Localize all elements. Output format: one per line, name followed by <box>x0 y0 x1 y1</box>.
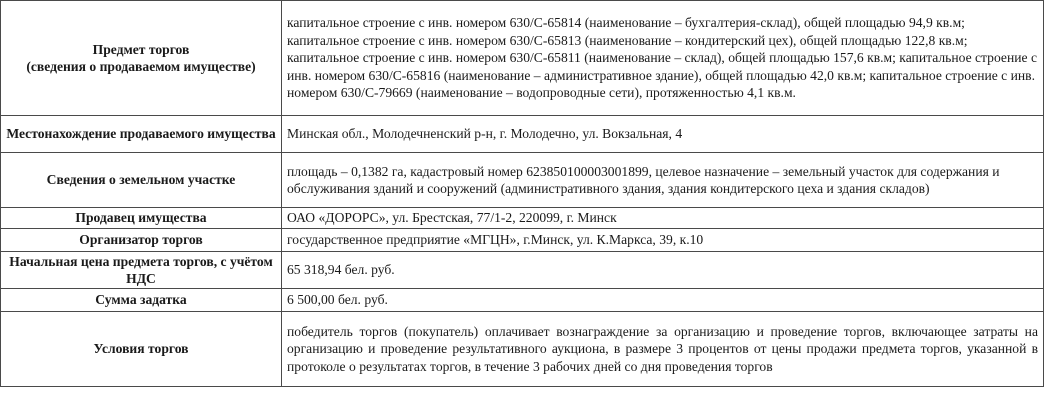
row-label-location: Местонахождение продаваемого имущества <box>1 116 282 153</box>
row-value-deposit: 6 500,00 бел. руб. <box>282 289 1044 312</box>
row-value-starting-price: 65 318,94 бел. руб. <box>282 252 1044 289</box>
row-label-seller: Продавец имущества <box>1 208 282 229</box>
row-label-terms: Условия торгов <box>1 312 282 387</box>
table-row <box>1 312 1044 387</box>
row-label-land-plot: Сведения о земельном участке <box>1 153 282 208</box>
row-label-subject: Предмет торгов (сведения о продаваемом имуществе) <box>1 1 282 116</box>
row-value-land-plot: площадь – 0,1382 га, кадастровый номер 623850100003001899, целевое назначение – земельный участок для содержания и обслуживания зданий и сооружений (административного здания, здания кондитерского цеха и здания складов) <box>282 153 1044 208</box>
row-label-deposit: Сумма задатка <box>1 289 282 312</box>
row-value-organizer: государственное предприятие «МГЦН», г.Минск, ул. К.Маркса, 39, к.10 <box>282 229 1044 252</box>
table-row <box>1 252 1044 289</box>
table-row <box>1 208 1044 229</box>
table-row <box>1 1 1044 116</box>
table-row <box>1 116 1044 153</box>
row-value-subject: капитальное строение с инв. номером 630/С-65814 (наименование – бухгалтерия-склад), общей площадью 94,9 кв.м; капитальное строение с инв. номером 630/С-65813 (наименование – кондитерский цех), общей площадью 122,8 кв.м; капитальное строение с инв. номером 630/С-65811 (наименование – склад), общей площадью 157,6 кв.м; капитальное строение с инв. номером 630/С-65816 (наименование – административное здание), общей площадью 42,0 кв.м; капитальное строение с инв. номером 630/С-79669 (наименование – водопроводные сети), протяженностью 4,1 кв.м. <box>282 1 1044 116</box>
row-label-starting-price: Начальная цена предмета торгов, с учётом НДС <box>1 252 282 289</box>
row-value-location: Минская обл., Молодечненский р-н, г. Молодечно, ул. Вокзальная, 4 <box>282 116 1044 153</box>
table-row <box>1 229 1044 252</box>
table-row <box>1 153 1044 208</box>
row-value-seller: ОАО «ДОРОРС», ул. Брестская, 77/1-2, 220099, г. Минск <box>282 208 1044 229</box>
row-value-terms: победитель торгов (покупатель) оплачивает вознаграждение за организацию и проведение торгов, включающее затраты на организацию и проведение результативного аукциона, в размере 3 процентов от цены продажи предмета торгов, указанной в протоколе о результатах торгов, в течение 3 рабочих дней со дня проведения торгов <box>282 312 1044 387</box>
table-row <box>1 289 1044 312</box>
row-label-organizer: Организатор торгов <box>1 229 282 252</box>
